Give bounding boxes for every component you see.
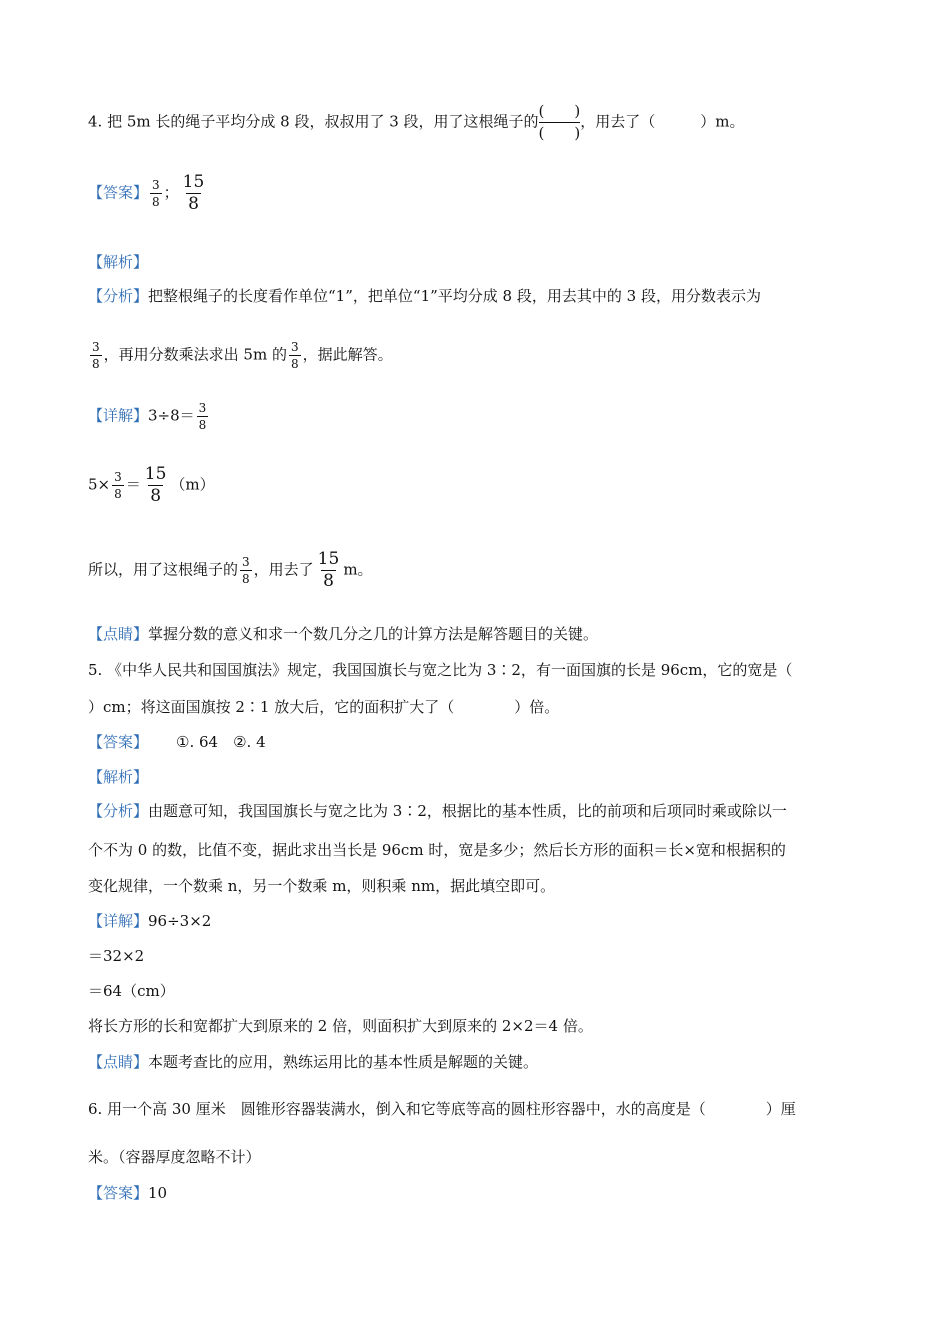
- detail-expr: 5×: [88, 475, 111, 494]
- q4-analysis-cont: [88, 341, 393, 370]
- analysis-text: ，再用分数乘法求出 5m 的: [103, 345, 287, 364]
- point-tag: 【点睛】: [88, 625, 149, 643]
- q4-point: [88, 624, 598, 644]
- detail-text: 96÷3×2: [148, 912, 212, 930]
- q5-detail-line1: [88, 911, 211, 931]
- fraction: $\frac{3}{8}$: [152, 178, 160, 209]
- q4-jiexi-tag: 【解析】: [88, 253, 149, 271]
- analysis-tag: 【分析】: [88, 287, 149, 305]
- q4-analysis: [88, 286, 761, 306]
- detail-tag: 【详解】: [88, 912, 149, 930]
- unit: （m）: [170, 475, 215, 494]
- fraction: $\frac{3}{8}$: [290, 340, 299, 371]
- conclusion-text: ，用去了: [253, 560, 314, 579]
- q6-answer: [88, 1183, 167, 1203]
- q5-answer: [88, 732, 266, 752]
- fraction: $\frac{3}{8}$: [198, 401, 207, 432]
- conclusion-text: m。: [343, 560, 373, 579]
- answer-text: ①. 64 ②. 4: [176, 733, 266, 751]
- fraction: $\frac{15}{8}$: [182, 172, 205, 214]
- separator: ；: [163, 183, 179, 202]
- point-tag: 【点睛】: [88, 1053, 149, 1071]
- q5-question-line2: ）cm；将这面国旗按 2∶1 放大后，它的面积扩大了（ ）倍。: [88, 698, 560, 716]
- q4-detail-expr2: [88, 466, 215, 505]
- answer-tag: 【答案】: [88, 1184, 149, 1202]
- point-text: 掌握分数的意义和求一个数几分之几的计算方法是解答题目的关键。: [148, 625, 599, 643]
- q4-question-start: 4. 把 5m 长的绳子平均分成 8 段，叔叔用了 3 段，用了这根绳子的: [88, 112, 539, 131]
- detail-tag: 【详解】: [88, 406, 149, 425]
- q5-jiexi-tag: 【解析】: [88, 768, 149, 786]
- fraction: $\frac{3}{8}$: [92, 340, 100, 371]
- analysis-text: 把整根绳子的长度看作单位“1”，把单位“1”平均分成 8 段，用去其中的 3 段，用分数表示为: [148, 287, 761, 305]
- q6-question-line2: 米。（容器厚度忽略不计）: [88, 1148, 261, 1166]
- q6-question-line1: 6. 用一个高 30 厘米 圆锥形容器装满水，倒入和它等底等高的圆柱形容器中，水的高度是（ ）厘: [88, 1100, 796, 1118]
- answer-tag: 【答案】: [88, 733, 149, 751]
- q4-question: [88, 104, 745, 141]
- analysis-text: ，据此解答。: [302, 345, 393, 364]
- detail-expr: 3÷8＝: [148, 406, 195, 425]
- q4-blank-fraction: $\frac{( )}{( )}$: [538, 102, 581, 142]
- q5-detail-line3: ＝64（cm）: [88, 982, 175, 1000]
- conclusion-text: 所以，用了这根绳子的: [88, 560, 239, 579]
- analysis-text: 由题意可知，我国国旗长与宽之比为 3∶2，根据比的基本性质，比的前项和后项同时乘或除以一: [148, 802, 787, 820]
- point-text: 本题考查比的应用，熟练运用比的基本性质是解题的关键。: [148, 1053, 539, 1071]
- fraction: $\frac{15}{8}$: [317, 549, 340, 591]
- q5-analysis-line1: [88, 801, 787, 821]
- answer-tag: 【答案】: [88, 183, 149, 202]
- q4-question-mid: ，用去了（ ）m。: [580, 112, 745, 131]
- q5-point: [88, 1052, 538, 1072]
- fraction: $\frac{15}{8}$: [144, 464, 167, 506]
- q5-analysis-line2: 个不为 0 的数，比值不变，据此求出当长是 96cm 时，宽是多少；然后长方形的面积＝长×宽和根据积的: [88, 841, 786, 859]
- equals: ＝: [125, 475, 141, 494]
- q4-detail: [88, 402, 210, 431]
- answer-text: 10: [148, 1184, 168, 1202]
- q5-question-line1: 5. 《中华人民共和国国旗法》规定，我国国旗长与宽之比为 3∶2，有一面国旗的长是 96cm，它的宽是（: [88, 661, 793, 679]
- fraction: $\frac{3}{8}$: [242, 555, 250, 586]
- q5-detail-line4: 将长方形的长和宽都扩大到原来的 2 倍，则面积扩大到原来的 2×2＝4 倍。: [88, 1017, 593, 1035]
- analysis-tag: 【分析】: [88, 802, 149, 820]
- q4-answer: [88, 174, 208, 213]
- fraction: $\frac{3}{8}$: [114, 470, 122, 501]
- q4-conclusion: [88, 551, 373, 590]
- q5-analysis-line3: 变化规律，一个数乘 n，另一个数乘 m，则积乘 nm，据此填空即可。: [88, 877, 556, 895]
- q5-detail-line2: ＝32×2: [88, 947, 145, 965]
